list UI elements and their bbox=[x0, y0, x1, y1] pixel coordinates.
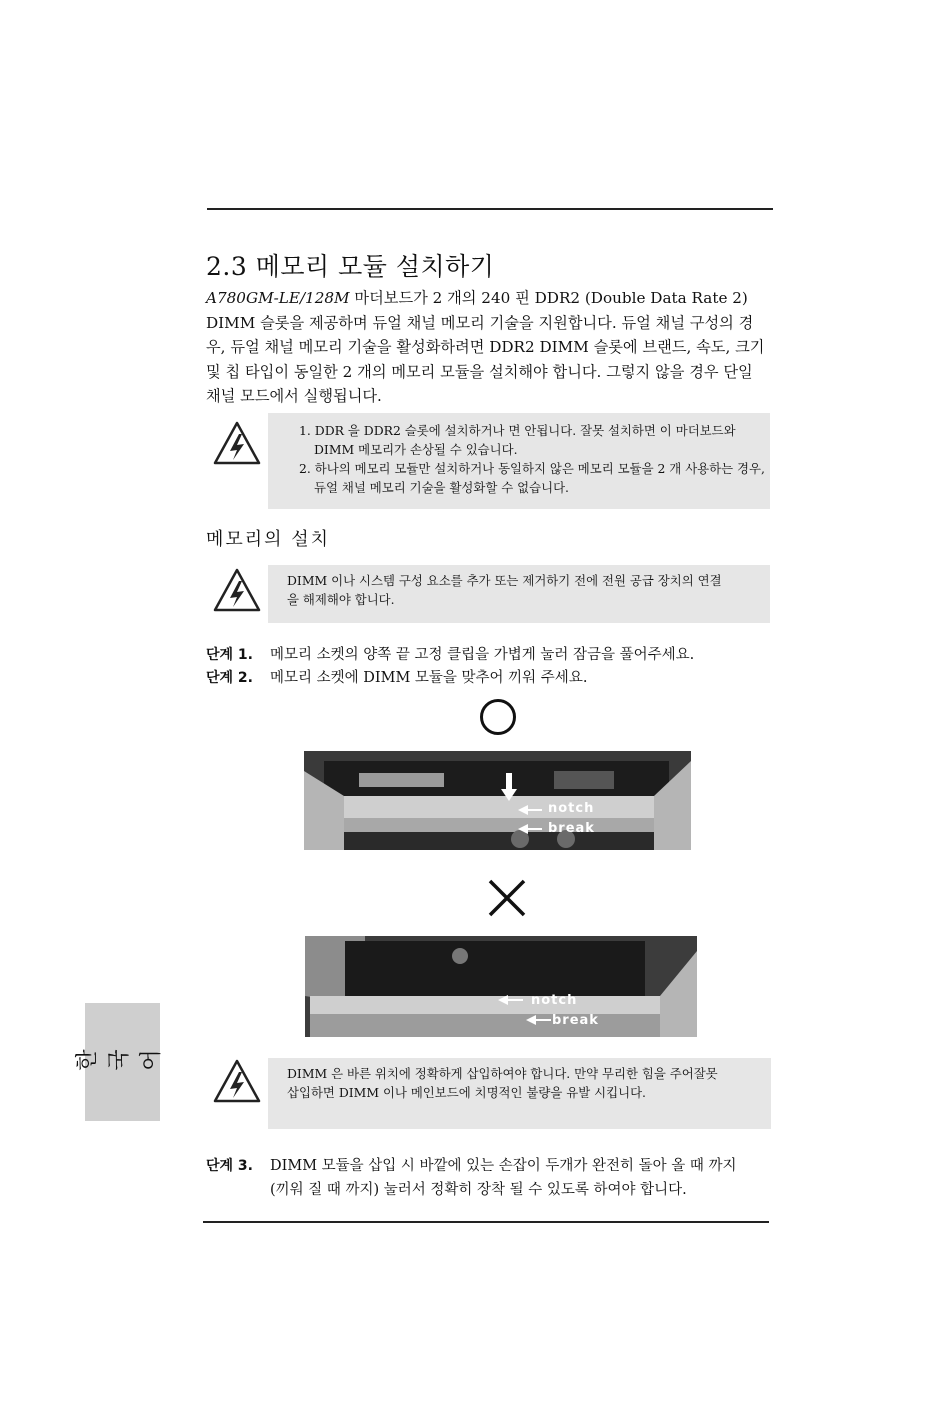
warning-note-insertion bbox=[268, 1058, 771, 1129]
model-name: A780GM-LE/128M bbox=[206, 289, 350, 307]
warning-icon bbox=[212, 1058, 262, 1104]
note-text: DIMM 이나 시스템 구성 요소를 추가 또는 제거하기 전에 전원 공급 장치의 연결을 해제해야 합니다. bbox=[287, 573, 722, 607]
step-label: 단계 2. bbox=[206, 670, 253, 686]
warning-icon bbox=[212, 420, 262, 466]
note-text: DIMM 은 바른 위치에 정확하게 삽입하여야 합니다. 만약 무리한 힘을 주어잘못 삽입하면 DIMM 이나 메인보드에 치명적인 불량을 유발 시킵니다. bbox=[287, 1066, 718, 1100]
language-label: 한국어 bbox=[74, 1049, 171, 1075]
break-label: break bbox=[552, 1013, 599, 1028]
step-label: 단계 1. bbox=[206, 647, 253, 663]
step-text: 메모리 소켓의 양쪽 끝 고정 클립을 가볍게 눌러 잠금을 풀어주세요. bbox=[270, 647, 695, 663]
photo-correct-insertion bbox=[304, 751, 691, 850]
note-item: 2. 하나의 메모리 모듈만 설치하거나 동일하지 않은 메모리 모듈을 2 개 사용하는 경우, 듀얼 채널 메모리 기술을 활성화할 수 없습니다. bbox=[299, 461, 765, 495]
intro-text: 마더보드가 2 개의 240 핀 DDR2 (Double Data Rate 2) DIMM 슬롯을 제공하며 듀얼 채널 메모리 기술을 지원합니다. 듀얼 채널 구성의 경우, 듀얼 채널 메모리 기술을 활성화하려면 DDR2 DIMM 슬롯에 브랜드, 속도, 크기 및 칩 타입이 동일한 2 개의 메모리 모듈을 설치해야 합니다. 그렇지 않을 경우 단일 채널 모드에서 실행됩니다. bbox=[206, 289, 765, 405]
notch-label: notch bbox=[531, 993, 578, 1008]
warning-note-power bbox=[268, 565, 770, 623]
language-side-tab bbox=[74, 1003, 171, 1121]
step-text: DIMM 모듈을 삽입 시 바깥에 있는 손잡이 두개가 완전히 돌아 올 때 까지 (끼워 질 때 까지) 눌러서 정확히 장착 될 수 있도록 하여야 합니다. bbox=[270, 1158, 737, 1198]
warning-icon bbox=[212, 567, 262, 613]
top-rule bbox=[207, 208, 773, 210]
cross-wrong-icon bbox=[486, 877, 528, 919]
step-1 bbox=[206, 643, 694, 664]
dimm-slot-illustration bbox=[305, 936, 697, 1037]
step-3 bbox=[206, 1154, 766, 1202]
note-item: 1. DDR 을 DDR2 슬롯에 설치하거나 면 안됩니다. 잘못 설치하면 이 마더보드와 DIMM 메모리가 손상될 수 있습니다. bbox=[299, 423, 736, 457]
photo-wrong-insertion bbox=[305, 936, 697, 1037]
dimm-slot-illustration bbox=[304, 751, 691, 850]
intro-paragraph bbox=[206, 286, 766, 409]
subsection-heading: 메모리의 설치 bbox=[206, 529, 331, 550]
section-title: 2.3 메모리 모듈 설치하기 bbox=[206, 252, 495, 281]
step-text: 메모리 소켓에 DIMM 모듈을 맞추어 끼워 주세요. bbox=[270, 670, 588, 686]
step-2 bbox=[206, 666, 587, 687]
notch-label: notch bbox=[548, 801, 595, 816]
step-label: 단계 3. bbox=[206, 1158, 253, 1174]
circle-correct-icon bbox=[478, 697, 518, 737]
break-label: break bbox=[548, 821, 595, 836]
bottom-rule bbox=[203, 1221, 769, 1223]
warning-note-ddr bbox=[268, 413, 770, 509]
